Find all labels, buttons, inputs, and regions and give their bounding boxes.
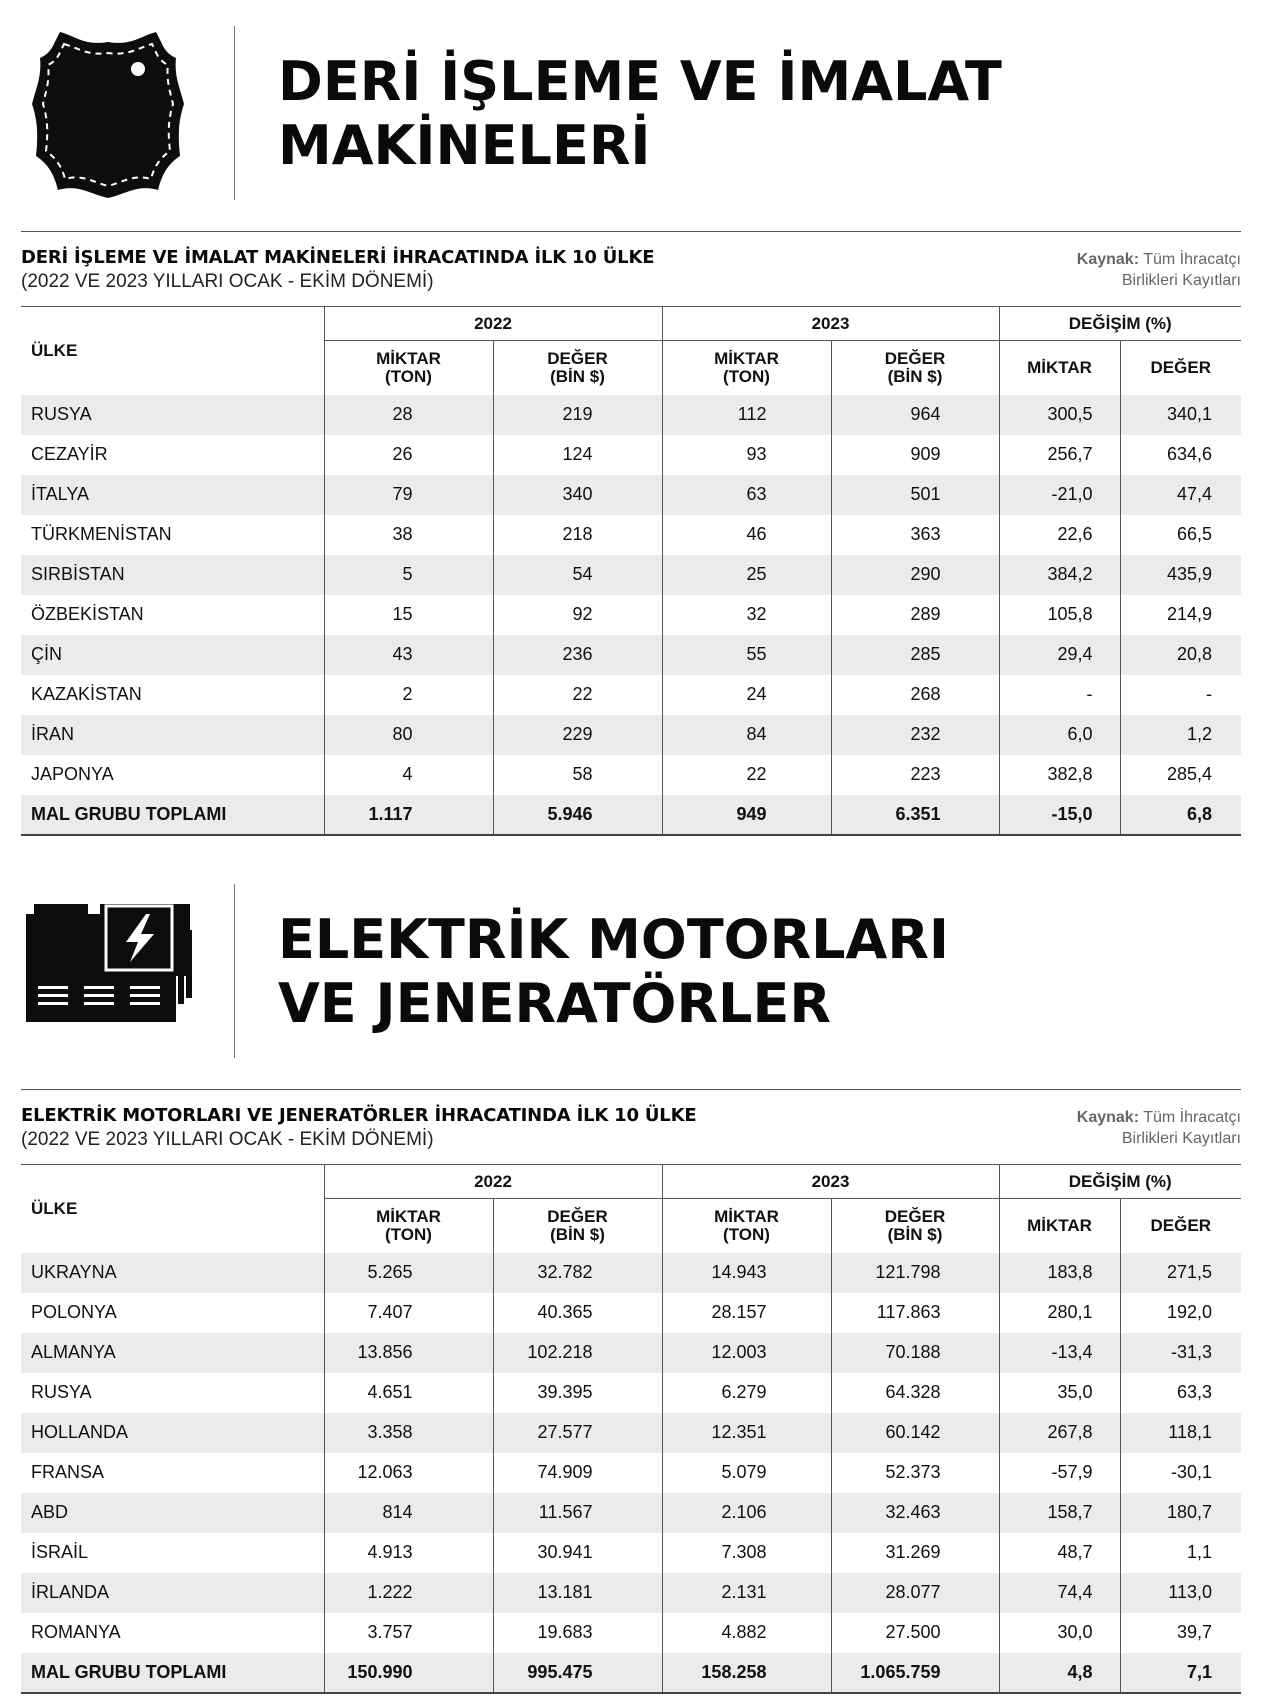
cell-deger-2022: 995.475 bbox=[493, 1653, 662, 1693]
cell-deger-2023: 909 bbox=[831, 435, 999, 475]
cell-deger-2023: 32.463 bbox=[831, 1493, 999, 1533]
header-miktar-2023: MİKTAR (TON) bbox=[662, 1199, 831, 1253]
cell-country: KAZAKİSTAN bbox=[31, 684, 142, 704]
cell-country: MAL GRUBU TOPLAMI bbox=[21, 795, 324, 835]
cell-deger-2022: 92 bbox=[493, 595, 662, 635]
cell-deger-2023: 31.269 bbox=[831, 1533, 999, 1573]
header-year-2023: 2023 bbox=[662, 307, 999, 341]
cell-deger-2022: 340 bbox=[493, 475, 662, 515]
table-row bbox=[21, 555, 1241, 595]
header-deger-2022: DEĞER (BİN $) bbox=[493, 341, 662, 395]
header-country: ÜLKE bbox=[21, 1165, 324, 1253]
cell-deger-2022: 30.941 bbox=[493, 1533, 662, 1573]
cell-country: TÜRKMENİSTAN bbox=[31, 524, 172, 544]
cell-change-miktar: 280,1 bbox=[999, 1293, 1120, 1333]
cell-deger-2022: 218 bbox=[493, 515, 662, 555]
cell-country: POLONYA bbox=[31, 1302, 117, 1322]
cell-deger-2022: 5.946 bbox=[493, 795, 662, 835]
cell-change-miktar: - bbox=[999, 675, 1120, 715]
cell-miktar-2022: 4.913 bbox=[324, 1533, 493, 1573]
cell-miktar-2023: 7.308 bbox=[662, 1533, 831, 1573]
cell-change-deger: - bbox=[1120, 675, 1241, 715]
cell-country: FRANSA bbox=[31, 1462, 105, 1482]
source-label: Kaynak: bbox=[1076, 1109, 1140, 1126]
cell-miktar-2023: 112 bbox=[662, 395, 831, 435]
source-label: Kaynak: bbox=[1076, 251, 1140, 268]
cell-deger-2023: 6.351 bbox=[831, 795, 999, 835]
cell-change-deger: 435,9 bbox=[1120, 555, 1241, 595]
table-row bbox=[21, 1533, 1241, 1573]
cell-miktar-2023: 93 bbox=[662, 435, 831, 475]
source-text-2: Birlikleri Kayıtları bbox=[1121, 1130, 1241, 1147]
cell-country: ABD bbox=[21, 1493, 324, 1533]
cell-change-miktar: -21,0 bbox=[999, 475, 1120, 515]
cell-change-deger: 214,9 bbox=[1120, 595, 1241, 635]
cell-change-deger: 47,4 bbox=[1120, 475, 1241, 515]
cell-deger-2022: 219 bbox=[493, 395, 662, 435]
header-change: DEĞİŞİM (%) bbox=[999, 1165, 1241, 1199]
table-body bbox=[21, 395, 1241, 835]
cell-deger-2022: 22 bbox=[493, 675, 662, 715]
cell-deger-2022: 39.395 bbox=[493, 1373, 662, 1413]
header-country: ÜLKE bbox=[21, 307, 324, 395]
table-row bbox=[21, 1373, 1241, 1413]
cell-miktar-2023: 12.351 bbox=[662, 1413, 831, 1453]
cell-miktar-2023: 949 bbox=[662, 795, 831, 835]
total-row bbox=[21, 795, 1241, 835]
table-row bbox=[21, 1253, 1241, 1293]
cell-miktar-2022: 43 bbox=[324, 635, 493, 675]
header-deger-2022: DEĞER (BİN $) bbox=[493, 1199, 662, 1253]
cell-change-deger: 271,5 bbox=[1120, 1253, 1241, 1293]
cell-change-miktar: 183,8 bbox=[999, 1253, 1120, 1293]
cell-miktar-2022: 814 bbox=[324, 1493, 493, 1533]
header-divider bbox=[234, 26, 235, 200]
cell-miktar-2023: 25 bbox=[662, 555, 831, 595]
cell-change-deger: 7,1 bbox=[1120, 1653, 1241, 1693]
cell-miktar-2023: 2.106 bbox=[662, 1493, 831, 1533]
cell-deger-2023: 232 bbox=[831, 715, 999, 755]
cell-change-miktar: 158,7 bbox=[999, 1493, 1120, 1533]
table-row bbox=[21, 515, 1241, 555]
cell-country: ALMANYA bbox=[21, 1333, 324, 1373]
table-row bbox=[21, 1293, 1241, 1333]
cell-country: ÇİN bbox=[21, 635, 324, 675]
cell-change-deger: 1,2 bbox=[1120, 715, 1241, 755]
cell-deger-2023: 52.373 bbox=[831, 1453, 999, 1493]
cell-miktar-2022: 38 bbox=[324, 515, 493, 555]
table-row bbox=[21, 715, 1241, 755]
cell-miktar-2023: 63 bbox=[662, 475, 831, 515]
source-note bbox=[1077, 1107, 1241, 1149]
divider bbox=[21, 1089, 1241, 1090]
cell-miktar-2022: 5 bbox=[324, 555, 493, 595]
table-body bbox=[21, 1253, 1241, 1693]
cell-deger-2023: 121.798 bbox=[831, 1253, 999, 1293]
cell-change-deger: 39,7 bbox=[1120, 1613, 1241, 1653]
cell-change-deger: 20,8 bbox=[1120, 635, 1241, 675]
cell-deger-2022: 58 bbox=[493, 755, 662, 795]
table-row bbox=[21, 395, 1241, 435]
title-line-1: DERİ İŞLEME VE İMALAT bbox=[278, 50, 1002, 113]
cell-change-deger: 113,0 bbox=[1120, 1573, 1241, 1613]
leather-hide-icon bbox=[30, 24, 186, 200]
cell-deger-2022: 19.683 bbox=[493, 1613, 662, 1653]
header-deger-2023: DEĞER (BİN $) bbox=[831, 341, 999, 395]
cell-miktar-2022: 4 bbox=[324, 755, 493, 795]
cell-deger-2022: 40.365 bbox=[493, 1293, 662, 1333]
cell-deger-2023: 223 bbox=[831, 755, 999, 795]
cell-miktar-2023: 22 bbox=[662, 755, 831, 795]
header-year-2022: 2022 bbox=[324, 307, 662, 341]
table-block bbox=[21, 231, 1241, 841]
cell-country: İTALYA bbox=[21, 475, 324, 515]
cell-miktar-2022: 80 bbox=[324, 715, 493, 755]
cell-change-deger: 285,4 bbox=[1120, 755, 1241, 795]
cell-deger-2023: 64.328 bbox=[831, 1373, 999, 1413]
cell-deger-2023: 289 bbox=[831, 595, 999, 635]
cell-change-miktar: -57,9 bbox=[999, 1453, 1120, 1493]
cell-country: MAL GRUBU TOPLAMI bbox=[21, 1653, 324, 1693]
cell-change-miktar: 384,2 bbox=[999, 555, 1120, 595]
cell-country: İSRAİL bbox=[31, 1542, 89, 1562]
cell-deger-2023: 70.188 bbox=[831, 1333, 999, 1373]
header-change-miktar: MİKTAR bbox=[999, 1199, 1120, 1253]
cell-change-miktar: 35,0 bbox=[999, 1373, 1120, 1413]
cell-deger-2023: 60.142 bbox=[831, 1413, 999, 1453]
table-block bbox=[21, 1089, 1241, 1699]
cell-deger-2023: 290 bbox=[831, 555, 999, 595]
cell-deger-2022: 11.567 bbox=[493, 1493, 662, 1533]
cell-change-miktar: 267,8 bbox=[999, 1413, 1120, 1453]
cell-change-deger: 118,1 bbox=[1120, 1413, 1241, 1453]
cell-miktar-2023: 32 bbox=[662, 595, 831, 635]
cell-miktar-2022: 79 bbox=[324, 475, 493, 515]
table-row bbox=[21, 595, 1241, 635]
divider bbox=[21, 231, 1241, 232]
table-period: (2022 VE 2023 YILLARI OCAK - EKİM DÖNEMİ) bbox=[21, 271, 434, 292]
cell-miktar-2022: 26 bbox=[324, 435, 493, 475]
source-text-1: Tüm İhracatçı bbox=[1143, 251, 1241, 268]
cell-change-deger: 180,7 bbox=[1120, 1493, 1241, 1533]
cell-change-deger: -31,3 bbox=[1120, 1333, 1241, 1373]
generator-icon bbox=[26, 904, 192, 1024]
header-change-deger: DEĞER bbox=[1120, 1199, 1241, 1253]
cell-country: JAPONYA bbox=[31, 764, 114, 784]
data-table bbox=[21, 306, 1241, 836]
title-line-2: VE JENERATÖRLER bbox=[278, 972, 831, 1035]
cell-change-miktar: -13,4 bbox=[999, 1333, 1120, 1373]
cell-country: CEZAYİR bbox=[31, 444, 108, 464]
table-period: (2022 VE 2023 YILLARI OCAK - EKİM DÖNEMİ) bbox=[21, 1129, 434, 1150]
table-row bbox=[21, 1493, 1241, 1533]
title-line-2: MAKİNELERİ bbox=[278, 114, 651, 177]
cell-country: RUSYA bbox=[31, 1382, 92, 1402]
cell-change-miktar: 382,8 bbox=[999, 755, 1120, 795]
cell-miktar-2023: 14.943 bbox=[662, 1253, 831, 1293]
header-miktar-2022: MİKTAR (TON) bbox=[324, 341, 493, 395]
cell-deger-2023: 501 bbox=[831, 475, 999, 515]
cell-country: ÖZBEKİSTAN bbox=[31, 604, 144, 624]
cell-miktar-2023: 24 bbox=[662, 675, 831, 715]
table-row bbox=[21, 1453, 1241, 1493]
page-title bbox=[278, 908, 949, 1036]
cell-deger-2023: 964 bbox=[831, 395, 999, 435]
cell-change-miktar: 6,0 bbox=[999, 715, 1120, 755]
cell-deger-2023: 285 bbox=[831, 635, 999, 675]
header-change-miktar: MİKTAR bbox=[999, 341, 1120, 395]
cell-change-deger: 63,3 bbox=[1120, 1373, 1241, 1413]
cell-deger-2022: 13.181 bbox=[493, 1573, 662, 1613]
cell-deger-2022: 27.577 bbox=[493, 1413, 662, 1453]
cell-change-deger: 340,1 bbox=[1120, 395, 1241, 435]
cell-change-miktar: 29,4 bbox=[999, 635, 1120, 675]
table-row bbox=[21, 755, 1241, 795]
cell-miktar-2023: 84 bbox=[662, 715, 831, 755]
cell-miktar-2022: 1.117 bbox=[324, 795, 493, 835]
cell-miktar-2023: 55 bbox=[662, 635, 831, 675]
header-divider bbox=[234, 884, 235, 1058]
cell-country: İRLANDA bbox=[21, 1573, 324, 1613]
cell-miktar-2022: 15 bbox=[324, 595, 493, 635]
cell-deger-2022: 32.782 bbox=[493, 1253, 662, 1293]
page-title bbox=[278, 50, 1002, 178]
cell-change-miktar: 30,0 bbox=[999, 1613, 1120, 1653]
cell-change-deger: 6,8 bbox=[1120, 795, 1241, 835]
cell-change-miktar: 4,8 bbox=[999, 1653, 1120, 1693]
cell-change-deger: 66,5 bbox=[1120, 515, 1241, 555]
cell-miktar-2023: 2.131 bbox=[662, 1573, 831, 1613]
cell-miktar-2023: 12.003 bbox=[662, 1333, 831, 1373]
table-row bbox=[21, 435, 1241, 475]
header-miktar-2023: MİKTAR (TON) bbox=[662, 341, 831, 395]
cell-miktar-2022: 13.856 bbox=[324, 1333, 493, 1373]
cell-change-deger: 192,0 bbox=[1120, 1293, 1241, 1333]
table-title: ELEKTRİK MOTORLARI VE JENERATÖRLER İHRACATINDA İLK 10 ÜLKE bbox=[21, 1105, 697, 1126]
table-row bbox=[21, 635, 1241, 675]
cell-change-deger: -30,1 bbox=[1120, 1453, 1241, 1493]
cell-deger-2022: 236 bbox=[493, 635, 662, 675]
cell-change-miktar: 105,8 bbox=[999, 595, 1120, 635]
table-title: DERİ İŞLEME VE İMALAT MAKİNELERİ İHRACATINDA İLK 10 ÜLKE bbox=[21, 247, 655, 268]
cell-deger-2022: 102.218 bbox=[493, 1333, 662, 1373]
cell-miktar-2023: 5.079 bbox=[662, 1453, 831, 1493]
cell-miktar-2022: 7.407 bbox=[324, 1293, 493, 1333]
header-change: DEĞİŞİM (%) bbox=[999, 307, 1241, 341]
cell-change-deger: 1,1 bbox=[1120, 1533, 1241, 1573]
cell-country: RUSYA bbox=[21, 395, 324, 435]
table-row bbox=[21, 475, 1241, 515]
cell-change-miktar: 48,7 bbox=[999, 1533, 1120, 1573]
cell-miktar-2022: 12.063 bbox=[324, 1453, 493, 1493]
cell-change-miktar: 22,6 bbox=[999, 515, 1120, 555]
cell-deger-2023: 1.065.759 bbox=[831, 1653, 999, 1693]
cell-deger-2022: 74.909 bbox=[493, 1453, 662, 1493]
table-row bbox=[21, 1573, 1241, 1613]
source-text-1: Tüm İhracatçı bbox=[1143, 1109, 1241, 1126]
cell-change-deger: 634,6 bbox=[1120, 435, 1241, 475]
table-row bbox=[21, 1333, 1241, 1373]
cell-change-miktar: 300,5 bbox=[999, 395, 1120, 435]
cell-deger-2023: 28.077 bbox=[831, 1573, 999, 1613]
cell-deger-2023: 117.863 bbox=[831, 1293, 999, 1333]
header-change-deger: DEĞER bbox=[1120, 341, 1241, 395]
cell-miktar-2023: 46 bbox=[662, 515, 831, 555]
cell-country: ROMANYA bbox=[31, 1622, 121, 1642]
cell-deger-2022: 124 bbox=[493, 435, 662, 475]
cell-deger-2022: 54 bbox=[493, 555, 662, 595]
header-miktar-2022: MİKTAR (TON) bbox=[324, 1199, 493, 1253]
cell-miktar-2022: 3.757 bbox=[324, 1613, 493, 1653]
header-year-2022: 2022 bbox=[324, 1165, 662, 1199]
cell-deger-2023: 27.500 bbox=[831, 1613, 999, 1653]
table-row bbox=[21, 1413, 1241, 1453]
cell-country: HOLLANDA bbox=[21, 1413, 324, 1453]
source-note bbox=[1077, 249, 1241, 291]
cell-miktar-2022: 2 bbox=[324, 675, 493, 715]
title-line-1: ELEKTRİK MOTORLARI bbox=[278, 908, 950, 971]
cell-deger-2022: 229 bbox=[493, 715, 662, 755]
total-row bbox=[21, 1653, 1241, 1693]
table-row bbox=[21, 1613, 1241, 1653]
source-text-2: Birlikleri Kayıtları bbox=[1121, 272, 1241, 289]
cell-miktar-2023: 6.279 bbox=[662, 1373, 831, 1413]
cell-miktar-2022: 3.358 bbox=[324, 1413, 493, 1453]
cell-deger-2023: 363 bbox=[831, 515, 999, 555]
cell-change-miktar: 74,4 bbox=[999, 1573, 1120, 1613]
cell-country: SIRBİSTAN bbox=[21, 555, 324, 595]
cell-miktar-2022: 28 bbox=[324, 395, 493, 435]
cell-miktar-2023: 4.882 bbox=[662, 1613, 831, 1653]
header-deger-2023: DEĞER (BİN $) bbox=[831, 1199, 999, 1253]
cell-miktar-2022: 5.265 bbox=[324, 1253, 493, 1293]
header-year-2023: 2023 bbox=[662, 1165, 999, 1199]
cell-deger-2023: 268 bbox=[831, 675, 999, 715]
cell-country: UKRAYNA bbox=[21, 1253, 324, 1293]
cell-miktar-2023: 158.258 bbox=[662, 1653, 831, 1693]
cell-change-miktar: 256,7 bbox=[999, 435, 1120, 475]
cell-miktar-2022: 150.990 bbox=[324, 1653, 493, 1693]
cell-miktar-2023: 28.157 bbox=[662, 1293, 831, 1333]
cell-country: İRAN bbox=[21, 715, 324, 755]
cell-change-miktar: -15,0 bbox=[999, 795, 1120, 835]
data-table bbox=[21, 1164, 1241, 1694]
table-row bbox=[21, 675, 1241, 715]
cell-miktar-2022: 1.222 bbox=[324, 1573, 493, 1613]
cell-miktar-2022: 4.651 bbox=[324, 1373, 493, 1413]
